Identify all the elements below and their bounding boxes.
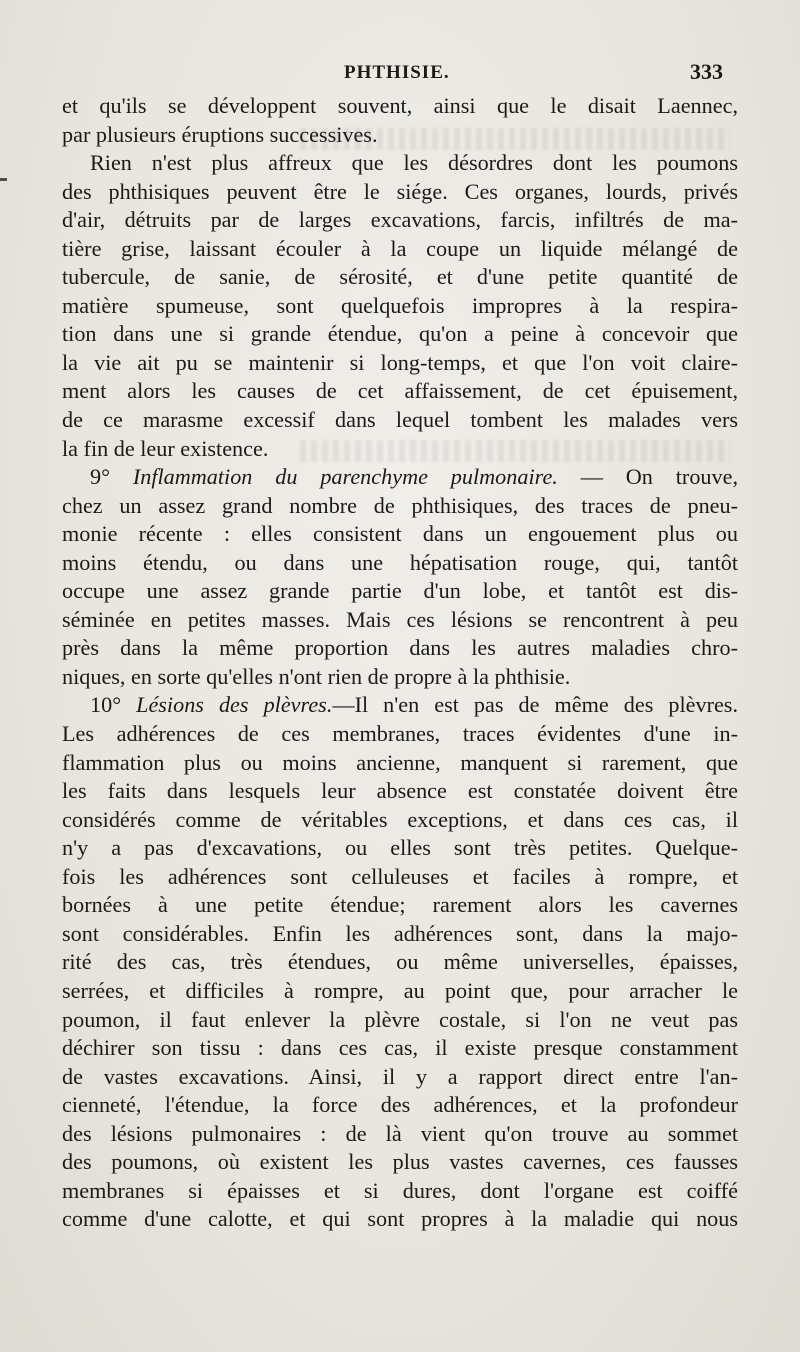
text-line: tion dans une si grande étendue, qu'on a peine à concevoir que: [62, 321, 738, 347]
text-line: niques, en sorte qu'elles n'ont rien de propre à la phthisie.: [62, 663, 571, 689]
text-line: par plusieurs éruptions successives.: [62, 121, 378, 147]
text-line: séminée en petites masses. Mais ces lésions se rencontrent à peu: [62, 606, 738, 632]
text-line: la fin de leur existence.: [62, 435, 269, 461]
section-heading-rest: — On trouve,: [580, 464, 738, 490]
text-line: ment alors les causes de cet affaissement, de cet épuisement,: [62, 378, 738, 404]
text-line: bornées à une petite étendue; rarement alors les cavernes: [62, 892, 738, 918]
text-line: sont considérables. Enfin les adhérences sont, dans la majo-: [62, 920, 738, 946]
running-title: PHTHISIE.: [344, 62, 450, 83]
text-line: matière spumeuse, sont quelquefois impropres à la respira-: [62, 292, 738, 318]
text-line: les faits dans lesquels leur absence est constatée doivent être: [62, 778, 738, 804]
text-line: Rien n'est plus affreux que les désordres dont les poumons: [90, 150, 738, 176]
text-line: et qu'ils se développent souvent, ainsi que le disait Laennec,: [62, 93, 738, 118]
text-line: déchirer son tissu : dans ces cas, il existe presque constamment: [62, 1035, 738, 1061]
text-line: fois les adhérences sont celluleuses et faciles à rompre, et: [62, 863, 738, 889]
text-line: près dans la même proportion dans les autres maladies chro-: [62, 635, 738, 661]
text-line: comme d'une calotte, et qui sont propres à la maladie qui nous: [62, 1206, 738, 1232]
section-number: 10°: [90, 692, 122, 718]
text-line: de ce marasme excessif dans lequel tombent les malades vers: [62, 407, 738, 433]
text-line: considérés comme de véritables exceptions, et dans ces cas, il: [62, 806, 738, 832]
margin-mark: [0, 178, 7, 181]
text-line: Les adhérences de ces membranes, traces évidentes d'une in-: [62, 721, 738, 747]
section-heading-line: [62, 691, 738, 720]
text-line: tière grise, laissant écouler à la coupe un liquide mélangé de: [62, 235, 738, 261]
text-line: des phthisiques peuvent être le siége. Ces organes, lourds, privés: [62, 178, 738, 204]
text-line: membranes si épaisses et si dures, dont l'organe est coiffé: [62, 1177, 738, 1203]
page-number: 333: [690, 59, 723, 84]
section-title: Lésions des plèvres.: [136, 692, 333, 718]
text-line: serrées, et difficiles à rompre, au point que, pour arracher le: [62, 977, 738, 1003]
body-text: [62, 92, 738, 1234]
section-number: 9°: [90, 464, 110, 490]
section-title: Inflammation du parenchyme pulmonaire.: [132, 464, 558, 490]
section-heading-line: [62, 463, 738, 492]
text-line: chez un assez grand nombre de phthisiques, des traces de pneu-: [62, 492, 738, 518]
text-line: moins étendu, ou dans une hépatisation rouge, qui, tantôt: [62, 549, 738, 575]
text-line: cienneté, l'étendue, la force des adhérences, et la profondeur: [62, 1092, 738, 1118]
text-line: d'air, détruits par de larges excavations, farcis, infiltrés de ma-: [62, 207, 738, 233]
text-line: poumon, il faut enlever la plèvre costale, si l'on ne veut pas: [62, 1006, 738, 1032]
text-line: des lésions pulmonaires : de là vient qu'on trouve au sommet: [62, 1120, 738, 1146]
text-line: monie récente : elles consistent dans un engouement plus ou: [62, 521, 738, 547]
page-header: [0, 59, 800, 88]
text-line: tubercule, de sanie, de sérosité, et d'une petite quantité de: [62, 264, 738, 290]
text-line: rité des cas, très étendues, ou même universelles, épaisses,: [62, 949, 738, 975]
text-line: flammation plus ou moins ancienne, manquent si rarement, que: [62, 749, 738, 775]
text-line: de vastes excavations. Ainsi, il y a rapport direct entre l'an-: [62, 1063, 738, 1089]
section-heading-rest: —Il n'en est pas de même des plèvres.: [332, 692, 738, 718]
text-line: n'y a pas d'excavations, ou elles sont très petites. Quelque-: [62, 835, 738, 861]
text-line: des poumons, où existent les plus vastes cavernes, ces fausses: [62, 1149, 738, 1175]
text-line: la vie ait pu se maintenir si long-temps, et que l'on voit claire-: [62, 349, 738, 375]
text-line: occupe une assez grande partie d'un lobe, et tantôt est dis-: [62, 578, 738, 604]
